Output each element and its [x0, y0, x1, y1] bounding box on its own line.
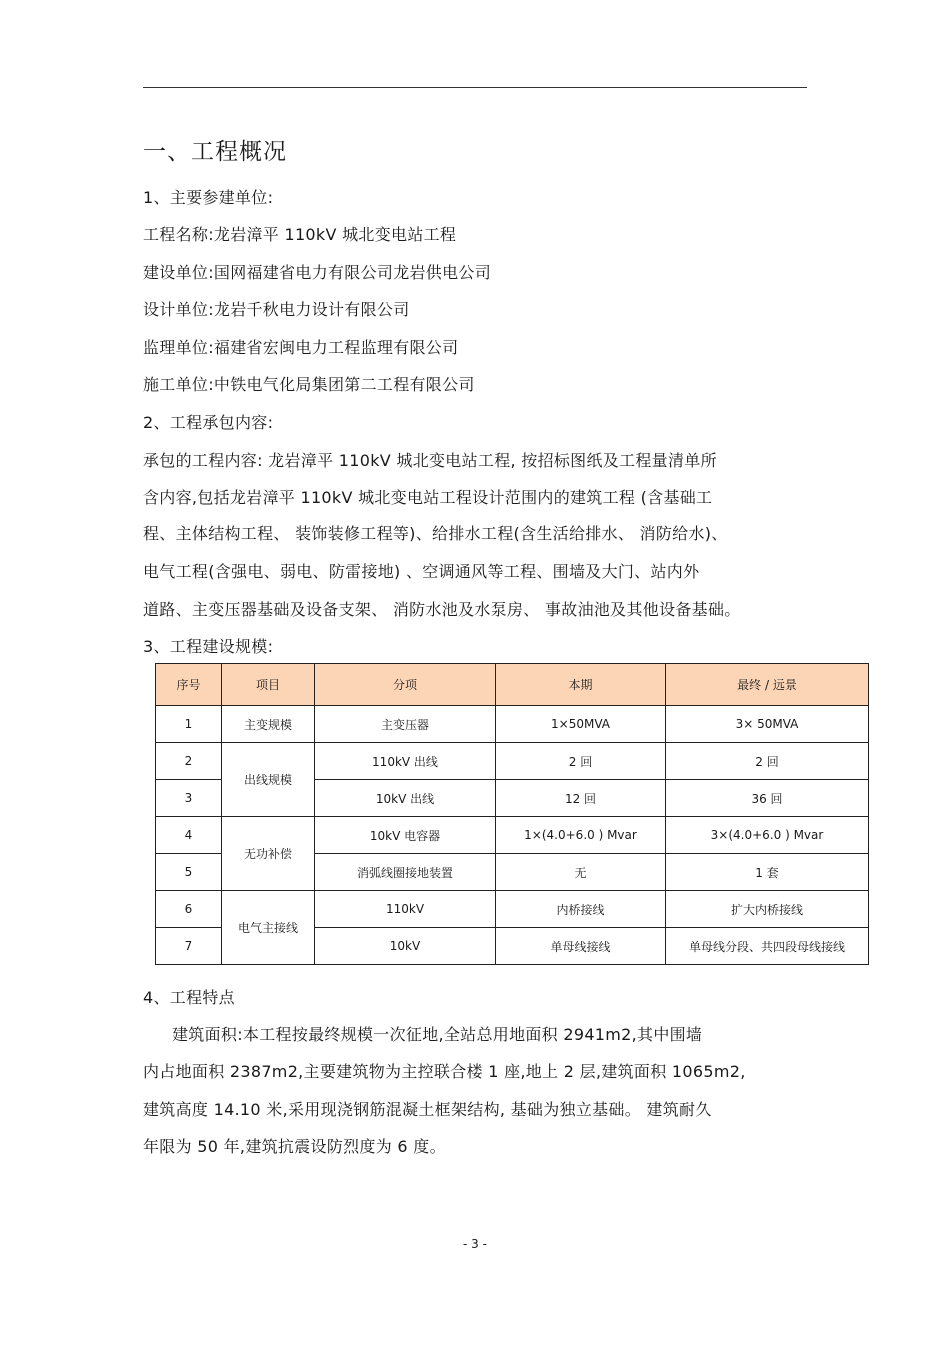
- col-header-item: 项目: [222, 664, 315, 706]
- row-no: 6: [156, 891, 222, 928]
- col-header-final: 最终 / 远景: [666, 664, 869, 706]
- scope-line-4: 电气工程(含强电、弱电、防雷接地) 、空调通风等工程、围墙及大门、站内外: [143, 562, 700, 581]
- row-no: 7: [156, 928, 222, 965]
- row-sub: 10kV 出线: [315, 780, 496, 817]
- col-header-sub: 分项: [315, 664, 496, 706]
- section3-title: 3、工程建设规模:: [143, 637, 274, 656]
- table-row: [156, 743, 869, 780]
- header-rule: [143, 87, 807, 88]
- row-current: 无: [496, 854, 666, 891]
- row-final: 2 回: [666, 743, 869, 780]
- row-no: 2: [156, 743, 222, 780]
- table-row: [156, 817, 869, 854]
- row-sub: 110kV 出线: [315, 743, 496, 780]
- row-group: 主变规模: [222, 706, 315, 743]
- table-row: [156, 706, 869, 743]
- owner-unit: 建设单位:国网福建省电力有限公司龙岩供电公司: [143, 263, 491, 282]
- feature-line-1: 建筑面积:本工程按最终规模一次征地,全站总用地面积 2941m2,其中围墙: [172, 1025, 703, 1044]
- row-sub: 主变压器: [315, 706, 496, 743]
- row-current: 单母线接线: [496, 928, 666, 965]
- col-header-no: 序号: [156, 664, 222, 706]
- row-final: 3× 50MVA: [666, 706, 869, 743]
- scope-line-5: 道路、主变压器基础及设备支架、 消防水池及水泵房、 事故油池及其他设备基础。: [143, 600, 741, 619]
- row-final: 单母线分段、共四段母线接线: [666, 928, 869, 965]
- design-unit: 设计单位:龙岩千秋电力设计有限公司: [143, 300, 410, 319]
- feature-line-3: 建筑高度 14.10 米,采用现浇钢筋混凝土框架结构, 基础为独立基础。 建筑耐久: [143, 1100, 712, 1119]
- table-header-row: [156, 664, 869, 706]
- scope-line-2: 含内容,包括龙岩漳平 110kV 城北变电站工程设计范围内的建筑工程 (含基础工: [143, 488, 713, 507]
- section-heading: 一、工程概况: [143, 139, 287, 165]
- feature-line-4: 年限为 50 年,建筑抗震设防烈度为 6 度。: [143, 1137, 446, 1156]
- row-final: 36 回: [666, 780, 869, 817]
- col-header-current: 本期: [496, 664, 666, 706]
- row-no: 4: [156, 817, 222, 854]
- row-sub: 10kV: [315, 928, 496, 965]
- supervision-unit: 监理单位:福建省宏闽电力工程监理有限公司: [143, 338, 459, 357]
- row-no: 3: [156, 780, 222, 817]
- row-sub: 10kV 电容器: [315, 817, 496, 854]
- row-current: 12 回: [496, 780, 666, 817]
- row-sub: 110kV: [315, 891, 496, 928]
- section4-title: 4、工程特点: [143, 988, 235, 1007]
- construction-unit: 施工单位:中铁电气化局集团第二工程有限公司: [143, 375, 475, 394]
- project-name: 工程名称:龙岩漳平 110kV 城北变电站工程: [143, 225, 457, 244]
- row-final: 1 套: [666, 854, 869, 891]
- row-group: 无功补偿: [222, 817, 315, 891]
- row-current: 2 回: [496, 743, 666, 780]
- row-sub: 消弧线圈接地装置: [315, 854, 496, 891]
- row-current: 1×50MVA: [496, 706, 666, 743]
- row-final: 3×(4.0+6.0 ) Mvar: [666, 817, 869, 854]
- row-current: 1×(4.0+6.0 ) Mvar: [496, 817, 666, 854]
- row-final: 扩大内桥接线: [666, 891, 869, 928]
- scope-line-3: 程、主体结构工程、 装饰装修工程等)、给排水工程(含生活给排水、 消防给水)、: [143, 524, 728, 543]
- section1-title: 1、主要参建单位:: [143, 188, 274, 207]
- feature-line-2: 内占地面积 2387m2,主要建筑物为主控联合楼 1 座,地上 2 层,建筑面积 1065m2,: [143, 1062, 746, 1081]
- scope-line-1: 承包的工程内容: 龙岩漳平 110kV 城北变电站工程, 按招标图纸及工程量清单所: [143, 451, 717, 470]
- scale-table: [155, 663, 869, 965]
- row-group: 出线规模: [222, 743, 315, 817]
- section2-title: 2、工程承包内容:: [143, 413, 274, 432]
- row-no: 5: [156, 854, 222, 891]
- table-row: [156, 891, 869, 928]
- row-current: 内桥接线: [496, 891, 666, 928]
- row-group: 电气主接线: [222, 891, 315, 965]
- row-no: 1: [156, 706, 222, 743]
- page-number: - 3 -: [463, 1237, 487, 1251]
